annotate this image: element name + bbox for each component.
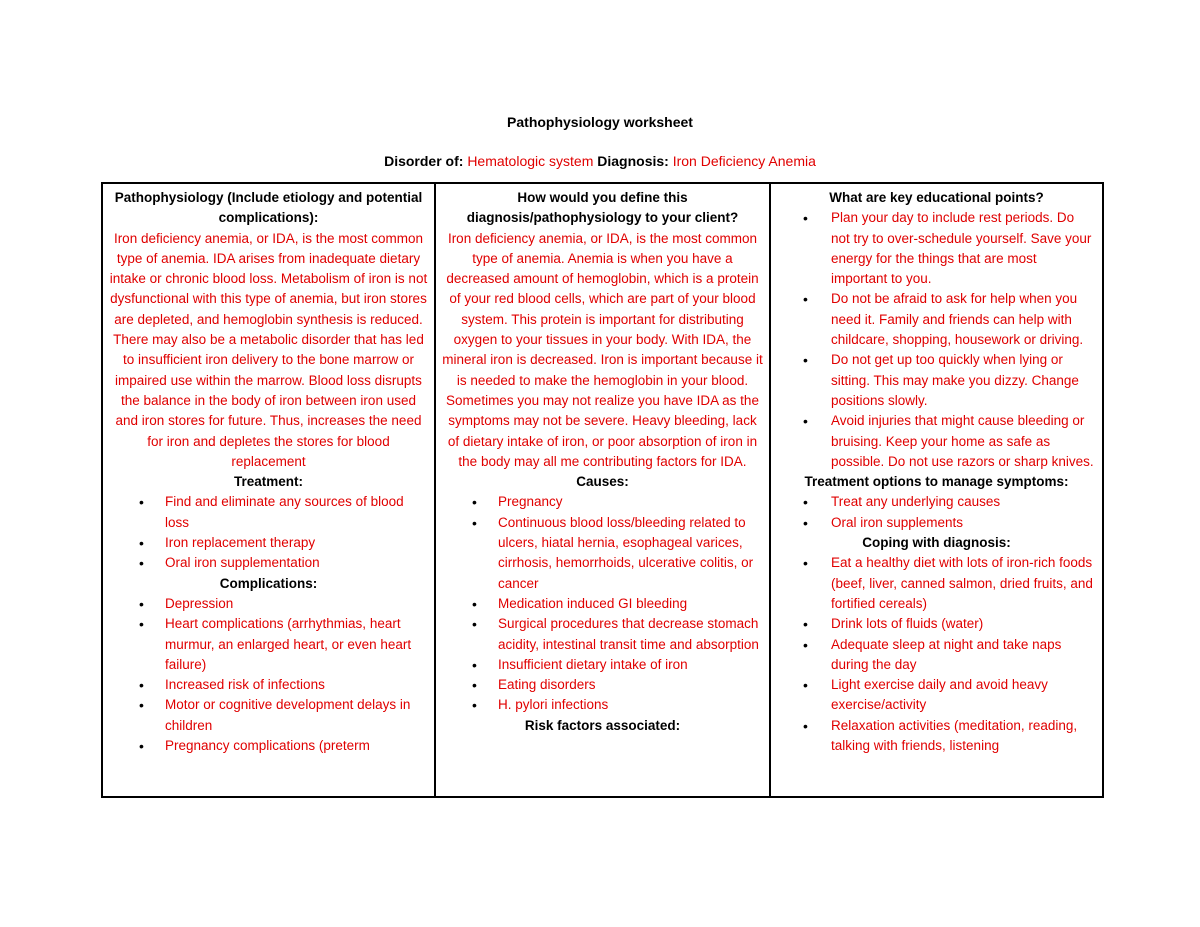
disorder-label: Disorder of: xyxy=(384,153,464,169)
education-list xyxy=(777,208,1096,472)
complications-list xyxy=(109,594,428,756)
list-item: • Increased risk of infections xyxy=(165,675,428,695)
list-item: • Pregnancy complications (preterm xyxy=(165,736,428,756)
causes-list xyxy=(442,492,763,715)
pathophysiology-column xyxy=(103,184,436,796)
list-item: • Do not be afraid to ask for help when you need it. Family and friends can help with childcare, shopping, housework or driving. xyxy=(831,289,1096,350)
worksheet-table xyxy=(101,182,1104,798)
list-item: • Insufficient dietary intake of iron xyxy=(498,655,763,675)
list-item: • Eat a healthy diet with lots of iron-rich foods (beef, liver, canned salmon, dried fruits, and fortified cereals) xyxy=(831,553,1096,614)
client-definition-text: Iron deficiency anemia, or IDA, is the most common type of anemia. Anemia is when you have a decreased amount of hemoglobin, which is a protein of your red blood cells, which are part of your blood system. This protein is important for distributing oxygen to your tissues in your body. With IDA, the mineral iron is decreased. Iron is important because it is needed to make the hemoglobin in your blood. Sometimes you may not realize you have IDA as the symptoms may not be severe. Heavy bleeding, lack of dietary intake of iron, or poor absorption of iron in the body may all me contributing factors for IDA. xyxy=(442,230,763,469)
list-item: • Iron replacement therapy xyxy=(165,533,428,553)
causes-heading: Causes: xyxy=(576,474,629,490)
list-item: • Depression xyxy=(165,594,428,614)
page-title: Pathophysiology worksheet xyxy=(507,114,693,130)
list-item: • Light exercise daily and avoid heavy exercise/activity xyxy=(831,675,1096,716)
client-definition-column xyxy=(436,184,771,796)
list-item: • Eating disorders xyxy=(498,675,763,695)
list-item: • Continuous blood loss/bleeding related to ulcers, hiatal hernia, esophageal varices, cirrhosis, hemorrhoids, ulcerative colitis, or cancer xyxy=(498,513,763,594)
list-item: • Oral iron supplementation xyxy=(165,553,428,573)
list-item: • Avoid injuries that might cause bleeding or bruising. Keep your home as safe as possible. Do not use razors or sharp knives. xyxy=(831,411,1096,472)
pathophysiology-text: Iron deficiency anemia, or IDA, is the most common type of anemia. IDA arises from inadequate dietary intake or chronic blood loss. Metabolism of iron is not dysfunctional with this type of anemia, but iron stores are depleted, and hemoglobin synthesis is reduced. There may also be a metabolic disorder that has led to insufficient iron delivery to the bone marrow or impaired use within the marrow. Blood loss disrupts the balance in the body of iron between iron used and iron stores for future. Thus, increases the need for iron and depletes the stores for blood replacement xyxy=(109,230,428,469)
list-item: • Adequate sleep at night and take naps during the day xyxy=(831,635,1096,676)
pathophysiology-heading: Pathophysiology (Include etiology and potential complications): xyxy=(114,190,423,226)
list-item: • Pregnancy xyxy=(498,492,763,512)
complications-heading: Complications: xyxy=(219,575,318,591)
list-item: • Relaxation activities (meditation, reading, talking with friends, listening xyxy=(831,716,1096,757)
list-item: • Medication induced GI bleeding xyxy=(498,594,763,614)
list-item: • Do not get up too quickly when lying or sitting. This may make you dizzy. Change positions slowly. xyxy=(831,350,1096,411)
list-item: • Surgical procedures that decrease stomach acidity, intestinal transit time and absorption xyxy=(498,614,763,655)
list-item: • Oral iron supplements xyxy=(831,513,1096,533)
coping-list xyxy=(777,553,1096,756)
list-item: • Treat any underlying causes xyxy=(831,492,1096,512)
list-item: • Plan your day to include rest periods. Do not try to over-schedule yourself. Save your energy for the things that are most important to you. xyxy=(831,208,1096,289)
list-item: • Heart complications (arrhythmias, heart murmur, an enlarged heart, or even heart failure) xyxy=(165,614,428,675)
coping-heading: Coping with diagnosis: xyxy=(862,535,1011,551)
education-column xyxy=(771,184,1102,796)
education-heading: What are key educational points? xyxy=(829,190,1044,205)
treatment-list xyxy=(109,492,428,573)
client-definition-heading: How would you define this diagnosis/pathophysiology to your client? xyxy=(466,190,739,226)
symptom-treatment-heading: Treatment options to manage symptoms: xyxy=(804,474,1069,490)
list-item: • Find and eliminate any sources of blood loss xyxy=(165,492,428,533)
diagnosis-value: Iron Deficiency Anemia xyxy=(672,153,816,169)
risk-factors-heading: Risk factors associated: xyxy=(524,717,681,733)
disorder-diagnosis-line xyxy=(0,151,1200,171)
treatment-heading: Treatment: xyxy=(233,474,304,490)
list-item: • Drink lots of fluids (water) xyxy=(831,614,1096,634)
symptom-treatment-list xyxy=(777,492,1096,533)
list-item: • H. pylori infections xyxy=(498,695,763,715)
list-item: • Motor or cognitive development delays in children xyxy=(165,695,428,736)
disorder-value: Hematologic system xyxy=(467,153,594,169)
diagnosis-label: Diagnosis: xyxy=(597,153,669,169)
